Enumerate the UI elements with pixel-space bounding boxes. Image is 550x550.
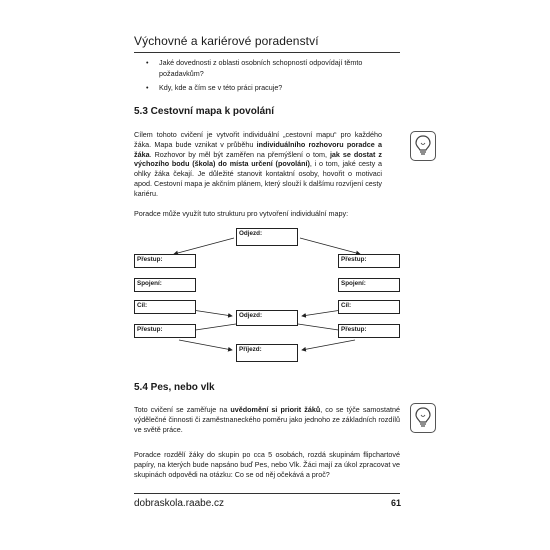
box-odjezd: Odjezd: [236,228,298,246]
paragraph [134,130,382,199]
box-right-prestup: Přestup: [338,254,400,268]
box-right-prestup-2: Přestup: [338,324,400,338]
list-item [134,83,400,94]
header-rule [134,52,400,53]
text-run: Toto cvičení se zaměřuje na [134,405,231,414]
bullet-text: Kdy, kde a čím se v této práci pracuje? [159,83,283,92]
paragraph: Poradce může využít tuto strukturu pro vytvoření individuální mapy: [134,209,349,218]
section-heading: 5.3 Cestovní mapa k povolání [134,106,275,117]
lightbulb-icon [410,403,436,433]
text-run: . Rozhovor by měl být zaměřen na přemýšlení o tom, [149,149,330,159]
footer-rule [134,493,400,494]
paragraph [134,405,400,434]
section-heading: 5.4 Pes, nebo vlk [134,382,215,393]
text-run: , i o tom, jaké cesty a ohlky žáka čekají. Je důležité stanovit kontaktní osoby, hovořit o motivaci apod. Cestovní mapa je akčním plánem, který slouží k dalšímu rozvíjení cesty kariéru. [134,159,382,198]
running-header: Výchovné a kariérové poradenství [134,34,319,48]
box-left-prestup: Přestup: [134,254,196,268]
box-left-spojeni: Spojení: [134,278,196,292]
text-run: , co se týče samostatné výdělečné činnosti či zaměstnaneckého poměru jako jednoho ze základních rozdílů ve světě práce. [134,405,400,434]
box-left-prestup-2: Přestup: [134,324,196,338]
footer-website: dobraskola.raabe.cz [134,498,225,509]
box-odjezd-mid: Odjezd: [236,310,298,326]
box-right-cil: Cíl: [338,300,400,314]
career-map-diagram [134,228,400,370]
box-prijezd: Příjezd: [236,344,298,362]
page-number: 61 [391,498,402,508]
bullet-dot: • [146,83,149,92]
box-right-spojeni: Spojení: [338,278,400,292]
emphasis: uvědomění si priorit žáků [230,405,321,414]
list-item [134,58,400,79]
lightbulb-icon [410,131,436,161]
bullet-list [134,58,400,98]
paragraph: Poradce rozdělí žáky do skupin po cca 5 osobách, rozdá skupinám flipchartové papíry, na kterých bude napsáno buď Pes, nebo Vlk. Žáci mají za úkol zpracovat ve skupinách odpovědi na otázku: Co se od něj očekává a proč? [134,450,400,479]
bullet-dot: • [146,58,149,67]
box-left-cil: Cíl: [134,300,196,314]
emphasis: individuálního rozhovoru poradce a žáka [134,139,382,159]
emphasis: jak se dostat z výchozího bodu (škola) do místa určení (povolání) [134,149,382,169]
text-run: Cílem tohoto cvičení je vytvořit individuální „cestovní mapu“ pro každého žáka. Mapa bude vznikat v průběhu [134,130,382,149]
bullet-text: Jaké dovednosti z oblasti osobních schopností odpovídají těmto požadavkům? [159,58,363,78]
